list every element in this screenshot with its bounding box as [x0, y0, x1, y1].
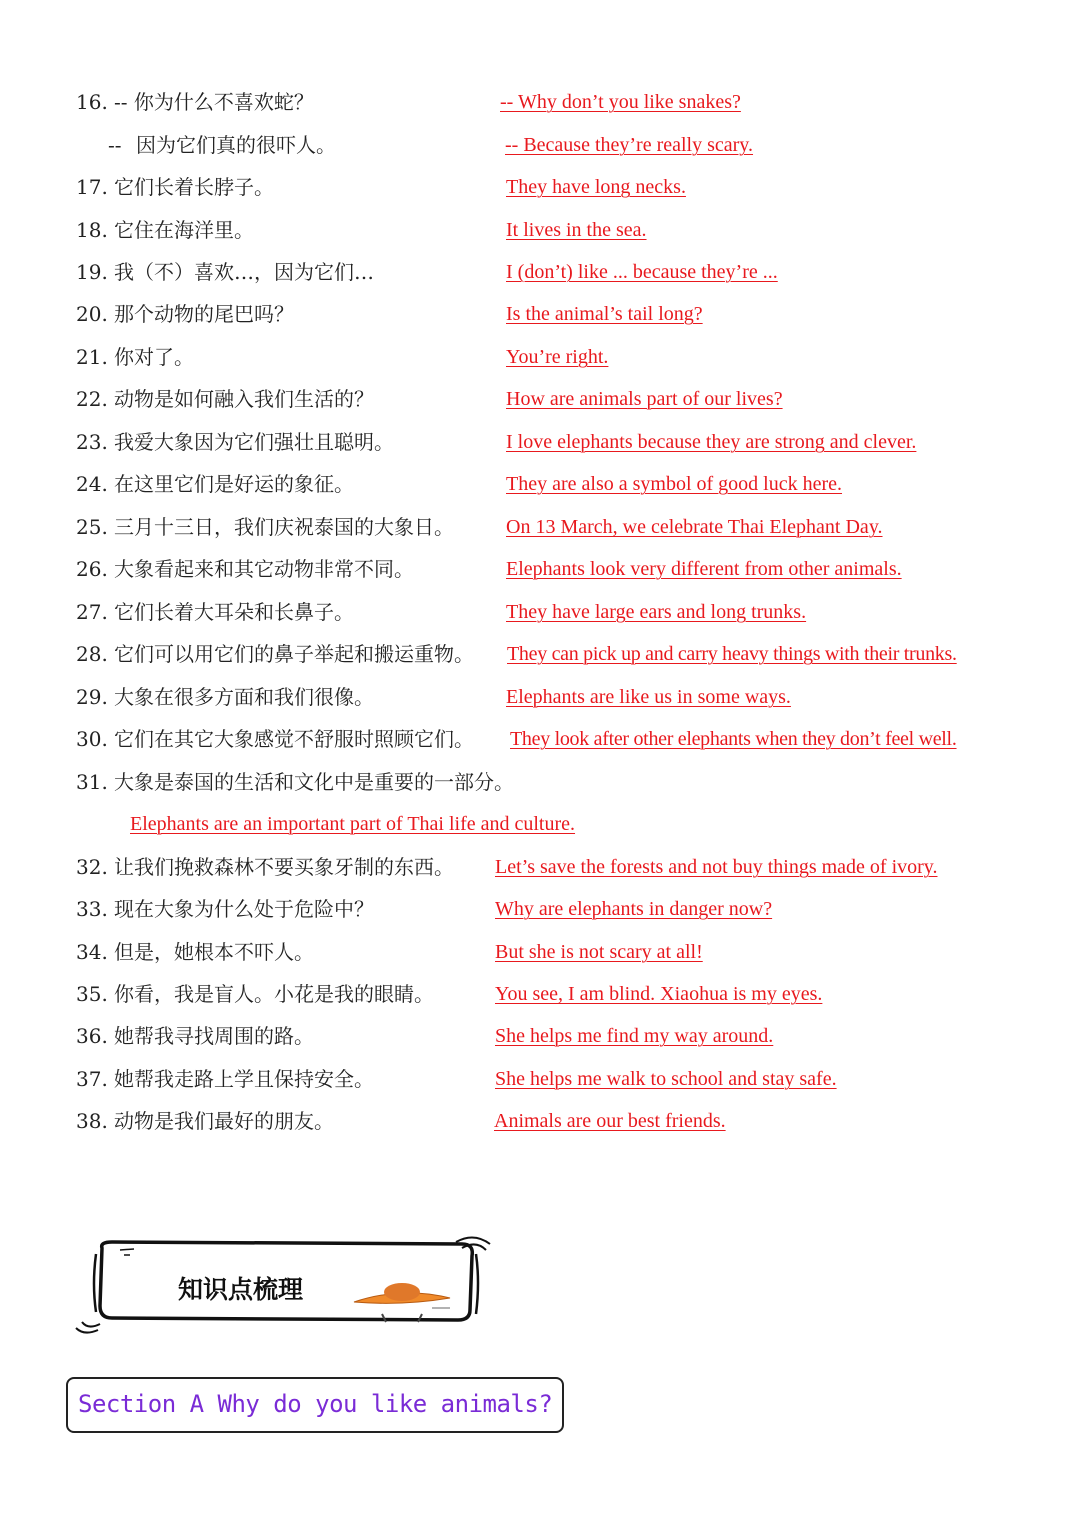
english-translation: Is the animal’s tail long?: [506, 303, 703, 325]
chinese-sentence: 我（不）喜欢…，因为它们…: [114, 260, 374, 284]
chinese-sentence: 但是，她根本不吓人。: [114, 940, 314, 964]
english-translation: Elephants look very different from other animals.: [506, 558, 902, 580]
vocab-row: [0, 87, 1080, 117]
item-number: 35.: [76, 982, 108, 1006]
english-translation: Let’s save the forests and not buy things made of ivory.: [495, 856, 938, 878]
english-translation: But she is not scary at all!: [495, 941, 703, 963]
chinese-sentence: 你看，我是盲人。小花是我的眼睛。: [114, 982, 434, 1006]
english-translation: She helps me find my way around.: [495, 1025, 774, 1047]
item-number: 34.: [76, 940, 108, 964]
item-number: 16.: [76, 90, 108, 114]
english-translation: -- Because they’re really scary.: [505, 134, 754, 156]
vocab-row: [0, 257, 1080, 287]
item-number: 30.: [76, 727, 108, 751]
english-translation: Elephants are like us in some ways.: [506, 686, 791, 708]
item-number: 17.: [76, 175, 108, 199]
english-translation: She helps me walk to school and stay safe.: [495, 1068, 837, 1090]
english-translation: You’re right.: [506, 346, 609, 368]
chinese-sentence: -- 你为什么不喜欢蛇？: [114, 90, 314, 114]
vocab-row: [0, 767, 1080, 797]
english-translation: Animals are our best friends.: [494, 1110, 726, 1132]
item-number: 21.: [76, 345, 108, 369]
vocab-row: [0, 1021, 1080, 1051]
vocab-row: [0, 427, 1080, 457]
item-number: 26.: [76, 557, 108, 581]
chinese-sentence: 她帮我走路上学且保持安全。: [114, 1067, 374, 1091]
vocab-row: [0, 215, 1080, 245]
item-number: 36.: [76, 1024, 108, 1048]
chinese-sentence: 三月十三日，我们庆祝泰国的大象日。: [114, 515, 454, 539]
item-number: 25.: [76, 515, 108, 539]
vocab-row: [0, 342, 1080, 372]
english-translation: You see, I am blind. Xiaohua is my eyes.: [495, 983, 823, 1005]
english-translation: Elephants are an important part of Thai life and culture.: [130, 813, 576, 835]
chinese-sentence: 现在大象为什么处于危险中？: [114, 897, 374, 921]
dialog-dash: --: [108, 133, 122, 157]
chinese-sentence: 在这里它们是好运的象征。: [114, 472, 354, 496]
vocab-row: [0, 852, 1080, 882]
chinese-sentence: 它们可以用它们的鼻子举起和搬运重物。: [114, 642, 474, 666]
chinese-sentence: 让我们挽救森林不要买象牙制的东西。: [114, 855, 454, 879]
item-number: 19.: [76, 260, 108, 284]
english-translation: How are animals part of our lives?: [506, 388, 783, 410]
item-number: 32.: [76, 855, 108, 879]
english-translation: I love elephants because they are strong and clever.: [506, 431, 917, 453]
vocab-row: [0, 469, 1080, 499]
item-number: 37.: [76, 1067, 108, 1091]
vocab-row: [0, 1064, 1080, 1094]
section-title-box: [66, 1377, 564, 1433]
item-number: 29.: [76, 685, 108, 709]
chinese-sentence: 动物是我们最好的朋友。: [114, 1109, 334, 1133]
vocab-row: [0, 130, 1080, 160]
item-number: 18.: [76, 218, 108, 242]
item-number: 20.: [76, 302, 108, 326]
chinese-sentence: 大象是泰国的生活和文化中是重要的一部分。: [114, 770, 514, 794]
heading-title: 知识点梳理: [178, 1275, 304, 1304]
chinese-sentence: 大象在很多方面和我们很像。: [114, 685, 374, 709]
item-number: 33.: [76, 897, 108, 921]
item-number: 27.: [76, 600, 108, 624]
chinese-sentence: 它们在其它大象感觉不舒服时照顾它们。: [114, 727, 474, 751]
chinese-sentence: 因为它们真的很吓人。: [136, 133, 336, 157]
english-translation: It lives in the sea.: [506, 219, 647, 241]
vocab-row: [0, 724, 1080, 754]
vocab-row: [0, 979, 1080, 1009]
item-number: 23.: [76, 430, 108, 454]
chinese-sentence: 它们长着长脖子。: [114, 175, 274, 199]
item-number: 38.: [76, 1109, 108, 1133]
vocab-row: [0, 682, 1080, 712]
english-translation: They look after other elephants when they don’t feel well.: [510, 728, 957, 750]
english-translation: They have long necks.: [506, 176, 686, 198]
vocab-row: [0, 597, 1080, 627]
section-title: Section A Why do you like animals?: [78, 1390, 553, 1418]
english-translation: They have large ears and long trunks.: [506, 601, 807, 623]
item-number: 24.: [76, 472, 108, 496]
vocab-row: [0, 894, 1080, 924]
chinese-sentence: 动物是如何融入我们生活的？: [114, 387, 374, 411]
vocab-row: [0, 937, 1080, 967]
vocab-row: [0, 172, 1080, 202]
vocab-row: [0, 299, 1080, 329]
vocab-row: [0, 512, 1080, 542]
item-number: 28.: [76, 642, 108, 666]
english-translation: Why are elephants in danger now?: [495, 898, 773, 920]
chinese-sentence: 我爱大象因为它们强壮且聪明。: [114, 430, 394, 454]
chinese-sentence: 她帮我寻找周围的路。: [114, 1024, 314, 1048]
vocab-row: [0, 1106, 1080, 1136]
english-translation: They can pick up and carry heavy things with their trunks.: [507, 643, 957, 665]
chinese-sentence: 它们长着大耳朵和长鼻子。: [114, 600, 354, 624]
chinese-sentence: 大象看起来和其它动物非常不同。: [114, 557, 414, 581]
english-translation: -- Why don’t you like snakes?: [500, 91, 741, 113]
item-number: 31.: [76, 770, 108, 794]
english-translation: They are also a symbol of good luck here.: [506, 473, 843, 495]
vocab-row: [0, 809, 1080, 839]
chinese-sentence: 你对了。: [114, 345, 194, 369]
english-translation: I (don’t) like ... because they’re ...: [506, 261, 778, 283]
english-translation: On 13 March, we celebrate Thai Elephant Day.: [506, 516, 883, 538]
item-number: 22.: [76, 387, 108, 411]
vocab-row: [0, 639, 1080, 669]
chinese-sentence: 那个动物的尾巴吗？: [114, 302, 294, 326]
vocab-row: [0, 554, 1080, 584]
vocab-row: [0, 384, 1080, 414]
chinese-sentence: 它住在海洋里。: [114, 218, 254, 242]
